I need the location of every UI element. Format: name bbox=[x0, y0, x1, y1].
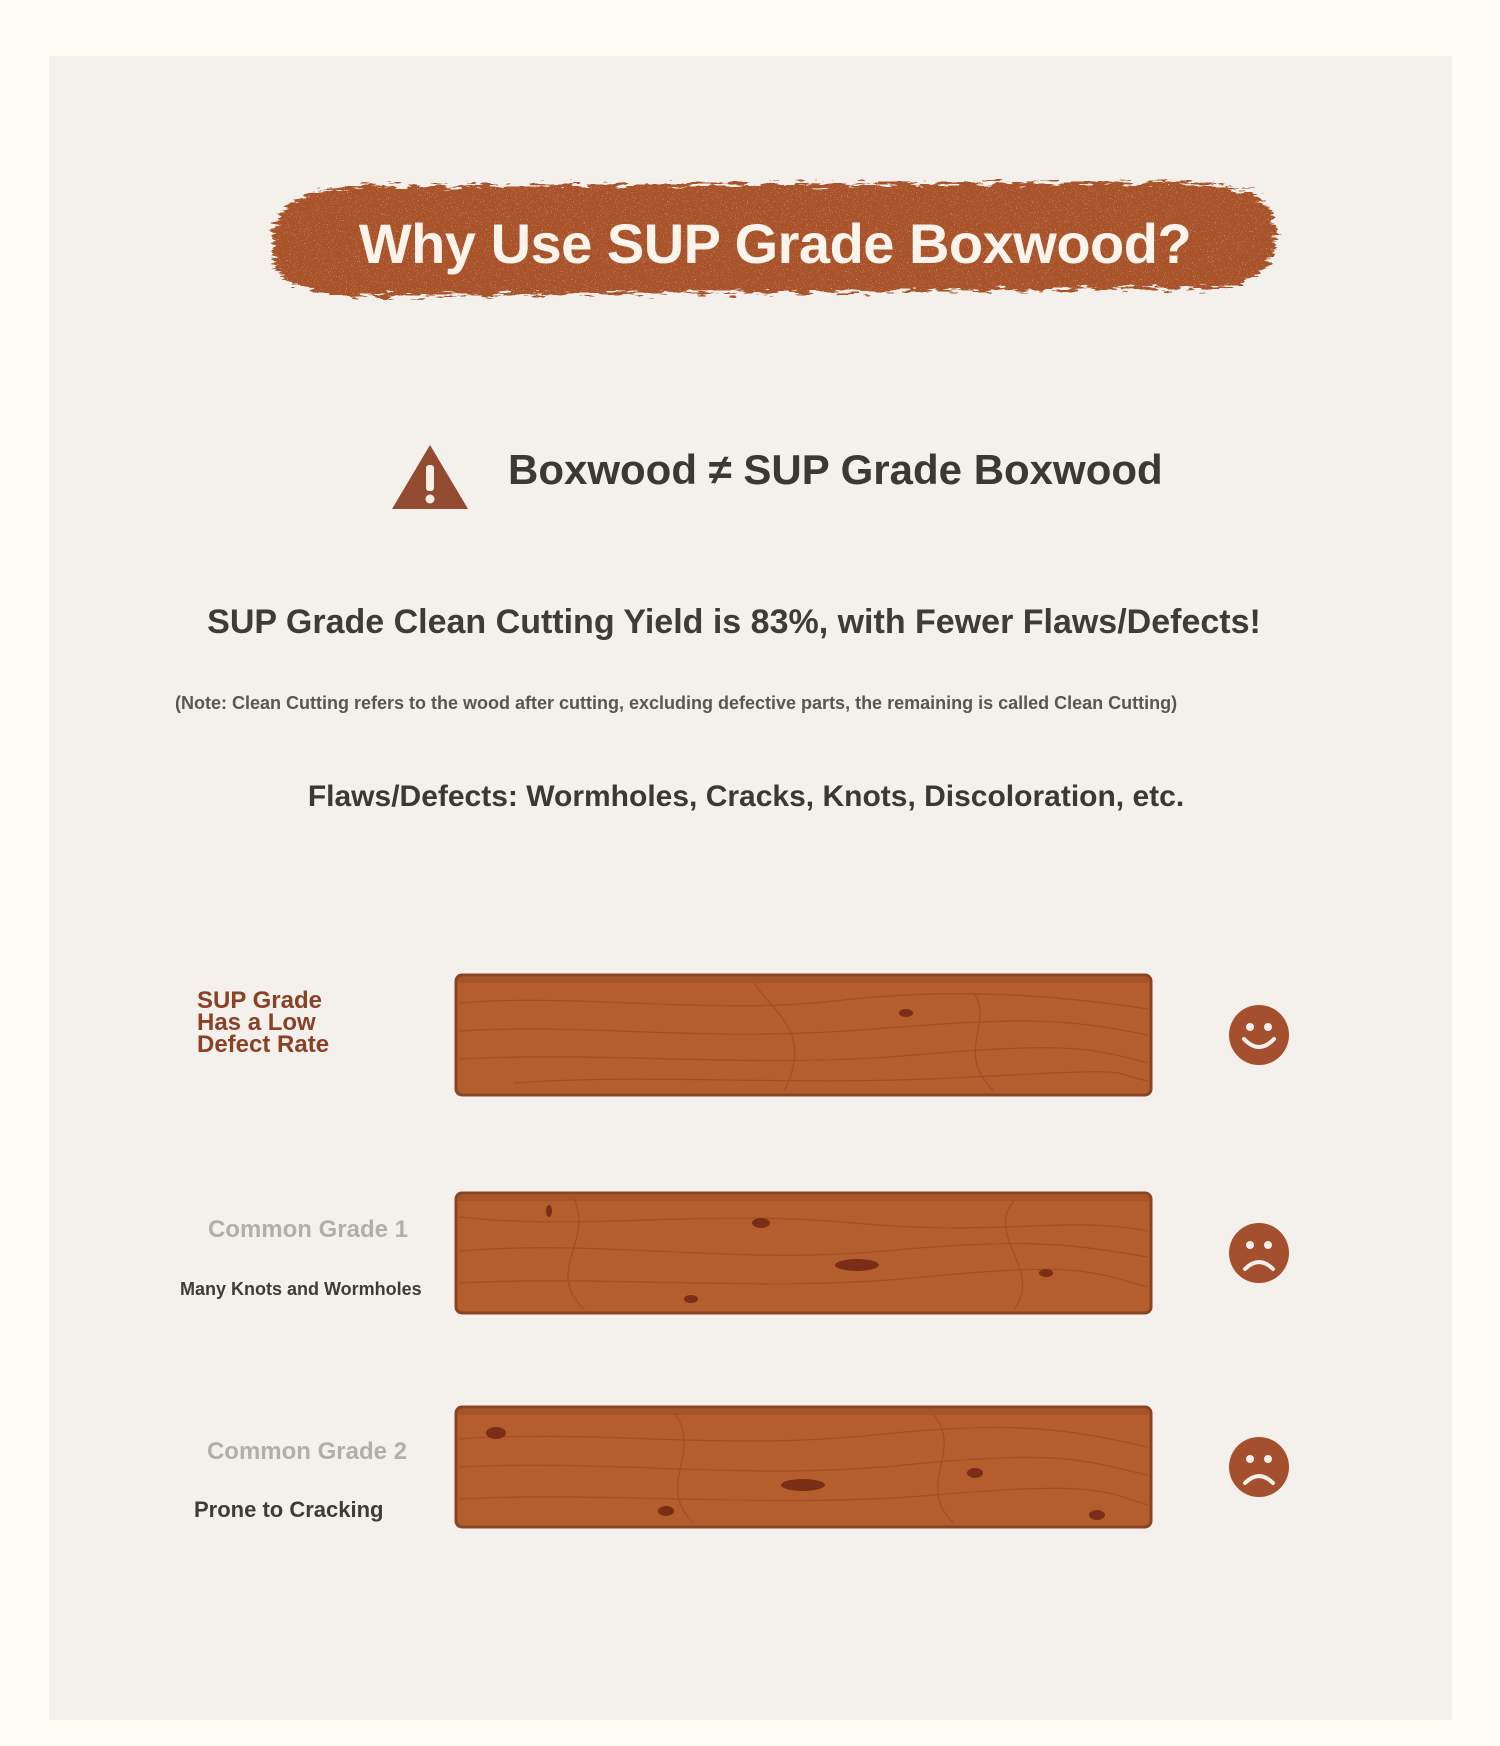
wood-board-common-1 bbox=[454, 1191, 1153, 1315]
sad-face-icon bbox=[1227, 1435, 1291, 1499]
page-title: Why Use SUP Grade Boxwood? bbox=[358, 211, 1192, 275]
smiley-face-icon bbox=[1227, 1003, 1291, 1067]
title-banner bbox=[262, 176, 1288, 310]
wood-board-sup bbox=[454, 973, 1153, 1097]
clean-cutting-note: (Note: Clean Cutting refers to the wood after cutting, excluding defective parts, the remaining is called Clean Cutting) bbox=[175, 693, 1178, 713]
yield-statement: SUP Grade Clean Cutting Yield is 83%, with Fewer Flaws/Defects! bbox=[207, 603, 1261, 641]
grade-row-common-2 bbox=[0, 1405, 1500, 1529]
flaws-defects-list: Flaws/Defects: Wormholes, Cracks, Knots, Discoloration, etc. bbox=[307, 780, 1185, 813]
warning-triangle-icon bbox=[390, 443, 470, 511]
grade-label-sup: SUP Grade Has a Low Defect Rate bbox=[197, 987, 330, 1058]
grade-sublabel-common-1: Many Knots and Wormholes bbox=[180, 1279, 422, 1299]
wood-board-common-2 bbox=[454, 1405, 1153, 1529]
grade-row-sup bbox=[0, 973, 1500, 1097]
grade-row-common-1 bbox=[0, 1191, 1500, 1315]
warning-heading: Boxwood ≠ SUP Grade Boxwood bbox=[508, 446, 1163, 493]
grade-label-common-2: Common Grade 2 bbox=[206, 1438, 408, 1465]
grade-label-common-1: Common Grade 1 bbox=[207, 1216, 409, 1243]
sad-face-icon bbox=[1227, 1221, 1291, 1285]
grade-sublabel-common-2: Prone to Cracking bbox=[194, 1497, 384, 1522]
